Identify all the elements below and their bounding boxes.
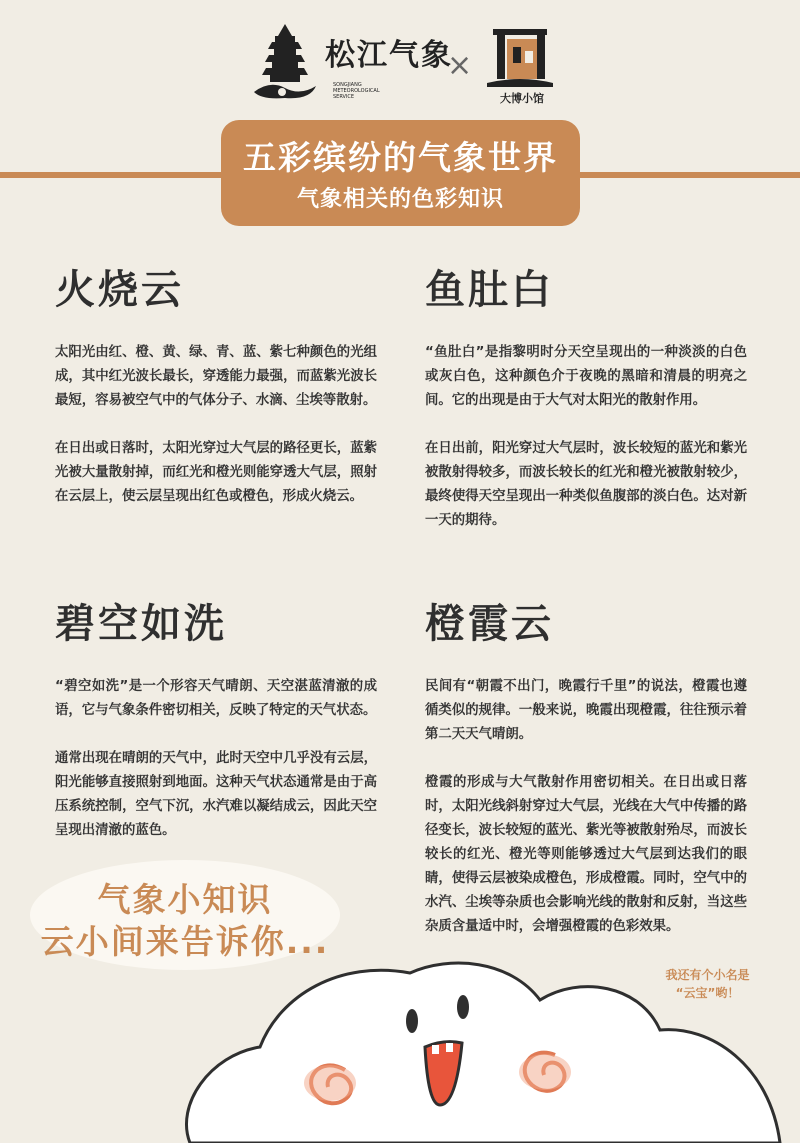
section-paragraph: “鱼肚白”是指黎明时分天空呈现出的一种淡淡的白色或灰白色，这种颜色介于夜晚的黑暗和清晨的明亮之间。它的出现是由于大气对太阳光的散射作用。 bbox=[425, 345, 747, 408]
section-paragraph: 橙霞的形成与大气散射作用密切相关。在日出或日落时，太阳光线斜射穿过大气层，光线在大气中传播的路径变长，波长较短的蓝光、紫光等被散射殆尽，而波长较长的红光、橙光等则能够透过大气层到达我们的眼睛，使得云层被染成橙色，形成橙霞。同时，空气中的水汽、尘埃等杂质也会影响光线的散射和反射，当这些杂质含量适中时，会增强橙霞的色彩效果。 bbox=[425, 775, 747, 934]
page-subtitle: 气象相关的色彩知识 bbox=[296, 187, 504, 212]
songjiang-meteorology-logo bbox=[325, 30, 453, 100]
brand-left-name: 松江气象 bbox=[325, 38, 453, 73]
logo-bar bbox=[0, 20, 800, 105]
section-paragraph: 民间有“朝霞不出门，晚霞行千里”的说法，橙霞也遵循类似的规律。一般来说，晚霞出现橙霞，往往预示着第二天天气晴朗。 bbox=[425, 679, 747, 742]
section-huoshaoyun bbox=[55, 258, 377, 533]
brand-right-name: 大博小馆 bbox=[500, 92, 544, 105]
title-banner bbox=[221, 120, 580, 226]
section-paragraph: “碧空如洗”是一个形容天气晴朗、天空湛蓝清澈的成语，它与气象条件密切相关，反映了特定的天气状态。 bbox=[55, 679, 377, 718]
bubble-line-1: 气象小知识 bbox=[97, 880, 273, 919]
section-paragraph: 太阳光由红、橙、黄、绿、青、蓝、紫七种颜色的光组成，其中红光波长最长，穿透能力最强，而蓝紫光波长最短，容易被空气中的气体分子、水滴、尘埃等散射。 bbox=[55, 345, 377, 408]
nickname-line-2: “云宝”哟！ bbox=[675, 986, 740, 1000]
section-paragraph: 在日出或日落时，太阳光穿过大气层的路径更长，蓝紫光被大量散射掉，而红光和橙光则能穿透大气层，照射在云层上，使云层呈现出红色或橙色，形成火烧云。 bbox=[55, 441, 377, 504]
section-heading: 鱼肚白 bbox=[425, 267, 554, 313]
section-paragraph: 通常出现在晴朗的天气中，此时天空中几乎没有云层，阳光能够直接照射到地面。这种天气状态通常是由于高压系统控制，空气下沉，水汽难以凝结成云，因此天空呈现出清澈的蓝色。 bbox=[55, 751, 377, 838]
mascot-nickname-note bbox=[645, 966, 770, 1002]
speech-bubble bbox=[30, 860, 340, 970]
page-title: 五彩缤纷的气象世界 bbox=[243, 138, 558, 177]
pagoda-logo-icon bbox=[250, 22, 320, 102]
section-paragraph: 在日出前，阳光穿过大气层时，波长较短的蓝光和紫光被散射得较多，而波长较长的红光和橙光被散射较少，最终使得天空呈现出一种类似鱼腹部的淡白色。达对新一天的期待。 bbox=[425, 441, 747, 528]
museum-logo-icon bbox=[485, 25, 555, 87]
section-chengxiayun bbox=[425, 592, 747, 963]
brand-left-subtitle: SONGJIANG METEOROLOGICAL SERVICE bbox=[333, 82, 380, 100]
section-heading: 碧空如洗 bbox=[55, 601, 227, 647]
collaboration-separator: × bbox=[447, 48, 473, 83]
bubble-line-2: 云小间来告诉你... bbox=[40, 922, 330, 961]
nickname-line-1: 我还有个小名是 bbox=[665, 968, 750, 982]
section-heading: 橙霞云 bbox=[425, 601, 554, 647]
section-heading: 火烧云 bbox=[55, 267, 184, 313]
section-yudubai bbox=[425, 258, 747, 557]
section-bikongruxi bbox=[55, 592, 377, 867]
